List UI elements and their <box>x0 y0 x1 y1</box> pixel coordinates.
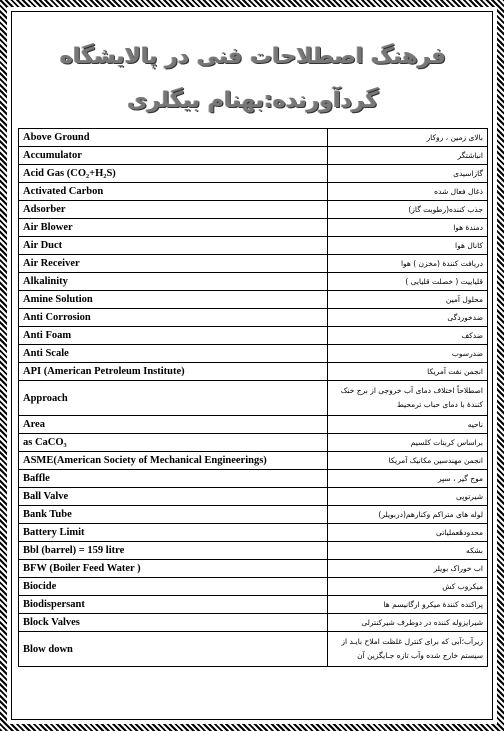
term-persian: دریافت کنندهٔ (مخزن ) هوا <box>328 255 488 273</box>
table-row <box>19 560 488 578</box>
term-english: Approach <box>19 381 328 416</box>
page-content <box>11 11 493 720</box>
term-persian-text: اصطلاحاً اختلاف دمای آب خروجی از برج خنک کنندهٔ با دمای حباب ترمحیط <box>340 386 483 409</box>
table-row <box>19 506 488 524</box>
term-english: Bank Tube <box>19 506 328 524</box>
table-row <box>19 542 488 560</box>
table-row <box>19 219 488 237</box>
term-english: Air Receiver <box>19 255 328 273</box>
term-english: Baffle <box>19 470 328 488</box>
table-row <box>19 201 488 219</box>
table-row <box>19 434 488 452</box>
table-row <box>19 327 488 345</box>
term-english: Above Ground <box>19 129 328 147</box>
page-author: گردآورنده:بهنام بیگلری <box>127 88 379 113</box>
term-persian: شیرتوپی <box>328 488 488 506</box>
term-persian: ناحیه <box>328 416 488 434</box>
term-english: Area <box>19 416 328 434</box>
table-row <box>19 345 488 363</box>
term-english: Activated Carbon <box>19 183 328 201</box>
term-persian: میکروب کش <box>328 578 488 596</box>
page-title: فرهنگ اصطلاحات فنی در پالایشگاه <box>60 44 446 69</box>
table-row <box>19 255 488 273</box>
table-row <box>19 183 488 201</box>
term-english: API (American Petroleum Institute) <box>19 363 328 381</box>
term-english: ASME(American Society of Mechanical Engineerings) <box>19 452 328 470</box>
term-english: Adsorber <box>19 201 328 219</box>
term-persian: محلول آمین <box>328 291 488 309</box>
table-row <box>19 165 488 183</box>
table-row <box>19 488 488 506</box>
term-english: Anti Scale <box>19 345 328 363</box>
table-row <box>19 452 488 470</box>
term-english: Amine Solution <box>19 291 328 309</box>
table-row <box>19 524 488 542</box>
term-persian: شیرایزوله کننده در دوطرف شیرکنترلی <box>328 614 488 632</box>
term-persian: موج گیر ، سپر <box>328 470 488 488</box>
table-row <box>19 632 488 667</box>
term-persian: جذب کننده(رطوبت گاز) <box>328 201 488 219</box>
table-row <box>19 470 488 488</box>
term-persian <box>328 381 488 416</box>
table-row <box>19 309 488 327</box>
term-english: Blow down <box>19 632 328 667</box>
term-english: Alkalinity <box>19 273 328 291</box>
term-english: Battery Limit <box>19 524 328 542</box>
term-persian: کانال هوا <box>328 237 488 255</box>
term-persian: انجمن مهندسین مکانیک آمریکا <box>328 452 488 470</box>
table-row <box>19 291 488 309</box>
term-persian: قلیاییت ( خصلت قلیایی ) <box>328 273 488 291</box>
term-persian <box>328 632 488 667</box>
term-english: Air Blower <box>19 219 328 237</box>
table-row <box>19 237 488 255</box>
table-row <box>19 381 488 416</box>
term-english: Biodispersant <box>19 596 328 614</box>
term-english: Anti Foam <box>19 327 328 345</box>
table-row <box>19 129 488 147</box>
table-row <box>19 273 488 291</box>
term-persian: ضدرسوب <box>328 345 488 363</box>
table-row <box>19 363 488 381</box>
term-english: Anti Corrosion <box>19 309 328 327</box>
term-persian: ضدکف <box>328 327 488 345</box>
term-persian: بالای زمین ، روکار <box>328 129 488 147</box>
table-row <box>19 416 488 434</box>
term-english: Air Duct <box>19 237 328 255</box>
term-english: Ball Valve <box>19 488 328 506</box>
term-persian: لوله های متراکم وکنارهم(دربویلر) <box>328 506 488 524</box>
term-english: as CaCO₃ <box>19 434 328 452</box>
term-english: Acid Gas (CO₂+H₂S) <box>19 165 328 183</box>
term-english: Block Valves <box>19 614 328 632</box>
term-persian: اب خوراک بویلر <box>328 560 488 578</box>
term-persian: براساس کربنات کلسیم <box>328 434 488 452</box>
term-persian: ذغال فعال شده <box>328 183 488 201</box>
table-row <box>19 596 488 614</box>
term-english: Accumulator <box>19 147 328 165</box>
term-persian: بشکه <box>328 542 488 560</box>
term-persian: محدودهٔعملیاتی <box>328 524 488 542</box>
term-english: Biocide <box>19 578 328 596</box>
term-persian: انباشتگر <box>328 147 488 165</box>
term-persian: گازاسیدی <box>328 165 488 183</box>
term-persian-text: زیرآب؛آبی که برای کنترل غلظت املاح بایـد از سیستم خارج شده وآب تازه جـایگزین آن <box>341 637 483 660</box>
term-persian: ضدخوردگی <box>328 309 488 327</box>
table-row <box>19 578 488 596</box>
glossary-table <box>18 128 488 667</box>
term-persian: پراکنده کنندهٔ میکرو ارگانیسم ها <box>328 596 488 614</box>
term-english: Bbl (barrel) = 159 litre <box>19 542 328 560</box>
table-row <box>19 147 488 165</box>
term-english: BFW (Boiler Feed Water ) <box>19 560 328 578</box>
term-persian: دمندهٔ هوا <box>328 219 488 237</box>
table-row <box>19 614 488 632</box>
term-persian: انجمن نفت آمریکا <box>328 363 488 381</box>
